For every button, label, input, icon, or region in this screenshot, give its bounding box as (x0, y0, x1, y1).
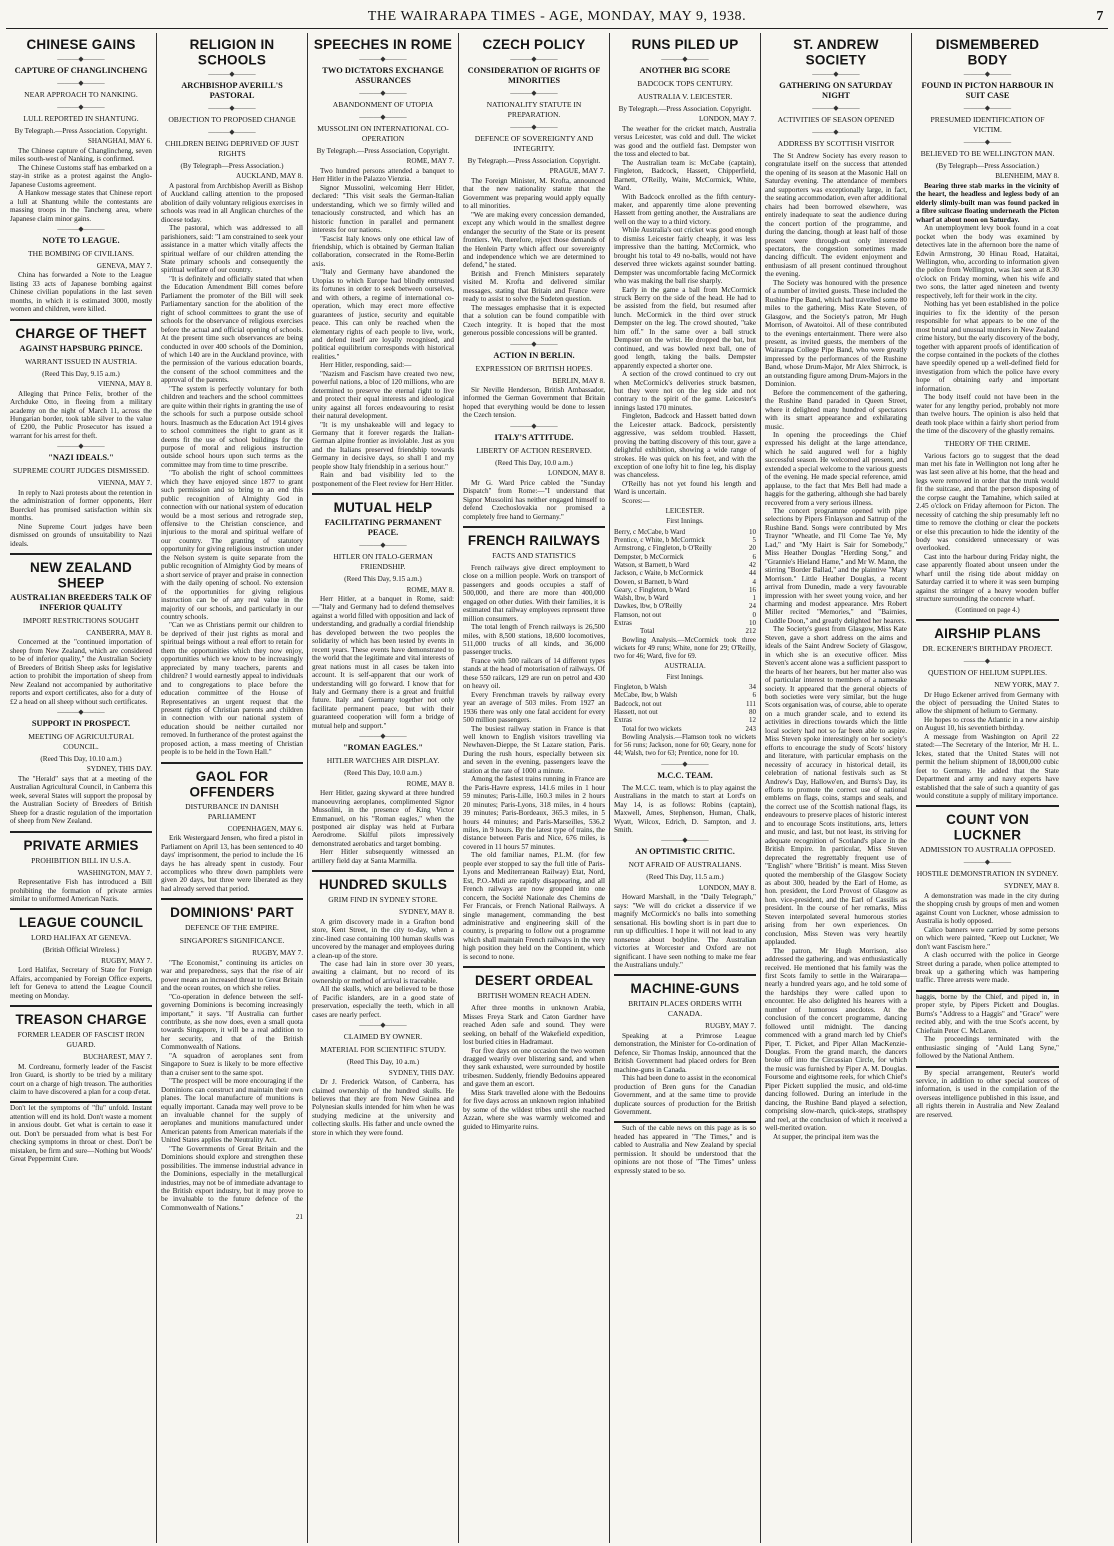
paragraph: Sir Neville Henderson, British Ambassador, informed the German Government that Britain hoped that everything would be done to lessen the Czech tension. (463, 385, 605, 420)
dateline: SYDNEY, THIS DAY. (388, 1068, 454, 1077)
advertisement: Don't let the symptoms of "flu" unfold. Instant attention will end its hold. Don't waste a moment in anxious doubt. Get what is certain to ease it out. Don't be persuaded from what is best For checking symptoms in throat or chest. Don't be mistaken, be firm and sure—Nothing but Woods' Great Peppermint Cure. (10, 1104, 152, 1164)
paragraph: haggis, borne by the Chief, and piped in, in proper style, by Pipers Pickett and Douglas. Burns's "Address to a Haggis" and "Grace" were recited ably, and with the true Scot's accent, by Chieftain Peter C. McLaren. (916, 992, 1059, 1035)
dateline: GENEVA, MAY 7. (96, 261, 152, 270)
subhead: MATERIAL FOR SCIENTIFIC STUDY. (320, 1045, 446, 1055)
headline-dominions-part: DOMINIONS' PART (170, 904, 294, 921)
dateline: SYDNEY, MAY 8. (399, 908, 454, 917)
paragraph: The Chinese capture of Changlincheng, seven miles south-west of Nanking, is confirmed. (10, 146, 152, 164)
column-7: DISMEMBERED BODY ———◆——— FOUND IN PICTON HARBOUR IN SUIT CASE ———◆——— PRESUMED IDENTIFICATION OF VICTIM. ———◆——— BELIEVED TO BE WELLINGTON MAN. (By Telegraph—Press Association.) BLENHEIM, MAY 8. Bearing three stab marks in the vicinity of the heart, the headless and legless body of an elderly slimly-built man was found packed in a fibre suitcase floating underneath the Picton wharf at about noon on Saturday. An unemployment levy book found in a coat pocket when the body was examined by detectives late in the afternoon bore the name of Edwin Armstrong, 30 Hinau Road, Hataitai, Wellington, who, according to information given the police from Wellington, was last seen at 8.30 o'clock on Friday morning, when his wife and two sons, the latter aged nineteen and twenty respectively, left for their work in the city. Nothing has yet been established in the police inquiries to fix the identity of the person responsible for what appears to be one of the most brutal and unusual murders in New Zealand crime history, but the early discovery of the body, together with apparent proofs of identification of the corpse contained in the pockets of the clothes have speedily opened up a well-defined field for investigation from which the police have every hope of obtaining early and important information. The body itself could not have been in the water for any lengthy period, probably not more than twelve hours. The opinion is also held that death took place within a fairly short period from the time of the discovery of the ghastly remains. THEORY OF THE CRIME. Various factors go to suggest that the dead man met his fate in Wellington not long after he was last seen alive at his home, that the head and legs were removed in order that the trunk would fit the suitcase, and that the person disposing of the corpse caught the Tamahine, which sailed at 2.45 o'clock on Friday afternoon for Picton. The necessity of catching the ship presumably left no time to remove the clothing or clear the pockets or else this precaution to hide the identity of the body was considered unnecessary or was overlooked. Cast into the harbour during Friday night, the case apparently floated about unseen under the wharf until the rising tide about midday on Saturday carried it to where it was seen bumping against the stringer of a heavy wooden buffer structure surrounding the concrete wharf. (Continued on page 4.) AIRSHIP PLANS DR. ECKENER'S BIRTHDAY PROJECT. ———◆——— QUESTION OF HELIUM SUPPLIES. NEW YORK, MAY 7. Dr Hugo Eckener arrived from Germany with the object of persuading the United States to allow the shipment of helium to Germany. He hopes to cross the Atlantic in a new airship on August 10, his seventieth birthday. A message from Washington on April 22 stated:—The Secretary of the Interior, Mr H. L. Ickes, stated that the United States will not permit the helium shipment of 18,000,000 cubic feet to Germany. He added that the State Department and army and navy experts have established that the sale of such a quantity of gas would constitute a supply of military importance. COUNT VON LUCKNER ADMISSION TO AUSTRALIA OPPOSED. ———◆——— HOSTILE DEMONSTRATION IN SYDNEY. SYDNEY, MAY 8. A demonstration was made in the city during the shopping crush by groups of men and women against Count von Luckner, whose admission to Australia is hotly opposed. Calico banners were carried by some persons on which were painted, "Keep out Luckner, We don't want Fascism here." A clash occurred with the police in George Street during a parade, when police attempted to break up a gathering which was hampering traffic. Three arrests were made. haggis, borne by the Chief, and piped in, in proper style, by Pipers Pickett and Douglas. Burns's "Address to a Haggis" and "Grace" were recited ably, and with the true Scot's accent, by Chieftain Peter C. McLaren. The proceedings terminated with the enthusiastic singing of "Auld Lang Syne," followed by the National Anthem. By special arrangement, Reuter's world service, in addition to other special sources of information, is used in the compilation of the overseas intelligence published in this issue, and all rights therein in Australia and New Zealand are reserved. (916, 36, 1059, 1119)
subhead: ACTION IN BERLIN. (493, 350, 575, 360)
paragraph: With Badcock enrolled as the fifth century-maker, and apparently time alone preventing Hassett from getting another, the Australians are well on the way to a third victory. (614, 192, 756, 226)
subhead: BADCOCK TOPS CENTURY. (637, 79, 733, 88)
batsman-dismissal: Watson, st Barnett, b Ward (614, 560, 689, 569)
received-line: (Reed This Day, 10.0 a.m.) (344, 769, 422, 778)
batsman-runs: 6 (752, 552, 756, 561)
masthead (6, 6, 1108, 29)
dateline: PRAGUE, MAY 7. (549, 167, 605, 176)
batsman-runs: 0 (752, 610, 756, 619)
paragraph: Howard Marshall, in the "Daily Telegraph," says: "We will do cricket a disservice if we magnify McCormick's no balls into something sensational. His bowling short is in part due to run up difficulties. I hope it will not lead to any nonsense about bodyline. The Australian victories at Worcester and Oxford are not significant. I have seen nothing to make me fear the Australians unduly." (614, 893, 756, 969)
subhead: IMPORT RESTRICTIONS SOUGHT (22, 615, 140, 625)
paragraph: In opening the proceedings the Chief expressed his delight at the large attendance, which he said augured well for a highly successful season. He welcomed all present, and extended a special welcome to the various guests of the evening. He made special reference, amid applause, to the fact that Mrs Bell had made a haggis for the gathering, although she had barely recovered from a very serious illness. (765, 430, 907, 507)
batsman-dismissal: Dowen, st Barnett, b Ward (614, 577, 689, 586)
paragraph: France with 500 railcars of 14 different types stands at the head of motorisation of railways. Of these 550 railcars, 129 are run on petrol and 430 on heavy oil. (463, 656, 605, 691)
paragraph: Mr G. Ward Price cabled the "Sunday Dispatch" from Rome:—"I understand that Signor Mussolini has neither engaged himself to defend Czechoslovakia nor promised a completely free hand to Germany." (463, 478, 605, 521)
scorecard-leicester (614, 497, 756, 758)
paragraph: Erik Westergaard Jensen, who fired a pistol in Parliament on April 13, has been sentenced to 40 days' imprisonment, the period to include the 16 days he has already spent in custody. Four accomplices who threw down pamphlets were given 20 days, but three were liberated as they had already served that period. (161, 834, 303, 893)
batsman-runs: 6 (752, 691, 756, 700)
subhead: DEFENCE OF SOVEREIGNTY AND INTEGRITY. (474, 134, 594, 153)
paragraph: "The Governments of Great Britain and the Dominions should explore and strengthen these possibilities. The immense industrial advance in the Dominions, especially in the metallurgical industries, may not be of immediate advantage to the British export industry, but it may prove to be invaluable to the future defence of the Commonwealth of Nations." (161, 1144, 303, 1212)
subhead: FORMER LEADER OF FASCIST IRON GUARD. (17, 1030, 145, 1050)
paragraph: The messages emphasise that it is expected that a solution can be found compatible with Czech integrity. It is hoped that the most generous possible concessions will be granted. (463, 303, 605, 338)
headline-private-armies: PRIVATE ARMIES (23, 837, 139, 854)
paragraph: Herr Hitler, at a banquet in Rome, said:—"Italy and Germany had to defend themselves against a world filled with opposition and lack of understanding, and gradually a cordial friendship has developed between the two peoples the solidarity of which has been tested by events in recent years. These events have demonstrated to the world that the legitimate and vital interests of great nations must in all cases be taken into account. It is self-apparent that our work of understanding will go forward. I know that for Italy and Germany there is a great and fruitful future. Italy and Germany together not only facilitate permanent peace, but with their guaranteed cooperation will form a bridge of mutual help and support." (312, 595, 454, 730)
paragraph: Alleging that Prince Felix, brother of the Archduke Otto, in fleeing from a military academy on the night of March 11, across the Hungarian border, took table silver to the value of £200, the Public Prosecutor has issued a warrant for his arrest for theft. (10, 389, 152, 440)
batsman-dismissal: Berry, c McCabe, b Ward (614, 527, 686, 536)
dateline: LONDON, MAY 7. (699, 115, 756, 124)
paragraph: A clash occurred with the police in George Street during a parade, when police attempted to break up a gathering which was hampering traffic. Three arrests were made. (916, 951, 1059, 985)
batsman-dismissal: Jackson, c Waite, b McCormick (614, 569, 704, 578)
paragraph: M. Cordreanu, formerly leader of the Fascist Iron Guard, is shortly to be tried by a military court on a charge of high treason. The authorities claim to have discovered a plan for a coup d'etat. (10, 1062, 152, 1096)
subhead: ACTIVITIES OF SEASON OPENED (777, 115, 895, 124)
dateline: SHANGHAI, MAY 6. (87, 137, 152, 146)
headline-dismembered-body: DISMEMBERED BODY (935, 36, 1040, 68)
subhead: "ROMAN EAGLES." (342, 743, 424, 753)
batting-row (614, 561, 756, 569)
paragraph: Dr J. Frederick Watson, of Canberra, has claimed ownership of the hundred skulls. He believes that they are from New Guinea and Polynesian skulls intended for him when he was studying medicine at the university and collecting skulls. His father and uncle owned the store in which they were found. (312, 1078, 454, 1137)
paragraph: All the skulls, which are believed to be those of Pacific islanders, are in a good state of preservation, especially the teeth, which in all cases are nearly perfect. (312, 985, 454, 1019)
headline-czech-policy: CZECH POLICY (482, 36, 586, 53)
paragraph: Signor Mussolini, welcoming Herr Hitler, declared: "This visit seals the German-Italian understanding, which we so firmly willed and tenaciously constructed, and which has an historic function in parallel and permanent interests for our nations. (312, 183, 454, 235)
subhead: ADMISSION TO AUSTRALIA OPPOSED. (919, 845, 1056, 855)
paragraph: "To abolish the right of school committees which they have enjoyed since 1877 to grant such permission and so bring to an end this public recognition of Almighty God in connection with our national system of education would be a most serious and retrograde step, offensive to the Christian conscience, and injurious to the moral and spiritual welfare of our country. The granting of statutory opportunity for giving religious instruction under the Nelson system is quite separate from the public recognition of Almighty God by means of a short service of prayer and praise in connection with the daily opening of school. No extension of the opportunities for giving religious instruction can be of any real value in the majority of our schools, and particularly in our country schools. (161, 469, 303, 622)
batting-row (614, 716, 756, 724)
batting-row (614, 553, 756, 561)
subhead: ADDRESS BY SCOTTISH VISITOR (777, 139, 895, 148)
dateline: WASHINGTON, MAY 7. (77, 868, 152, 877)
paragraph: British and French Ministers separately visited M. Krofta and delivered similar messages, stating that Britain and France were ready to assist to solve the Sudeten question. (463, 269, 605, 304)
scores-label: Scores:— (622, 496, 650, 505)
batsman-dismissal: Extras (614, 619, 632, 627)
subhead: MEETING OF AGRICULTURAL COUNCIL. (28, 732, 134, 752)
paragraph: The old familiar names, P.L.M. (for few people ever stopped to say the full title of Paris-Lyons and Mediterranean Railway) Etat, Nord, Est, P.O.-Midi are rapidly disappearing, and all French railways are now grouped into one concern, the Société Nationale des Chemins de Fer Francais, or French National Railways. A single management, commanding the best administrative and engineering skill of the country, is preparing to follow out a programme which shall maintain French railways in the very high position they held on the Continent, which is second to none. (463, 851, 605, 961)
paragraph: China has forwarded a Note to the League listing 33 acts of Japanese bombing against Chinese civilian populations in the last seven months, in which it is estimated 3000, mostly women and children, were killed. (10, 271, 152, 314)
subhead: ARCHBISHOP AVERILL'S PASTORAL (181, 81, 283, 100)
paragraph: Dr Hugo Eckener arrived from Germany with the object of persuading the United States to allow the shipment of helium to Germany. (916, 690, 1059, 716)
paragraph: The Society was honoured with the presence of a number of invited guests. These included the Rushine Pipe Band, which had travelled some 80 miles to the gathering, Miss Kate Steven, of Glasgow, and the Society's patron, Mr Hugh Morrison, of Awatoitoi. All of these contributed to the evenings entertainment. There were also present, as invited guests, the members of the Wairarapa College Pipe Band, who were greatly impressed by the performances of the Rushine Band, whose Drum-Major, Mr Alex Shirrock, is an outstanding figure among Drum-Majors in the Dominion. (765, 278, 907, 389)
subhead: QUESTION OF HELIUM SUPPLIES. (928, 668, 1047, 678)
dateline: LONDON, MAY 8. (548, 469, 605, 478)
batsman-dismissal: Geary, c Fingleton, b Ward (614, 585, 690, 594)
dateline: BERLIN, MAY 8. (552, 376, 605, 385)
batsman-runs: 1 (752, 594, 756, 603)
headline-new-zealand-sheep: NEW ZEALAND SHEEP (30, 559, 132, 591)
subhead: MUSSOLINI ON INTERNATIONAL CO-OPERATION (317, 124, 449, 143)
paragraph: For five days on one occasion the two women dragged wearily over blistering sand, and when they sank exhausted, were surrounded by hostile tribesmen. Suddenly, friendly Bedouins appeared and gave them an escort. (463, 1046, 605, 1089)
paragraph: A Hankow message states that Chinese report a lull at Shantung while the contestants are massing troops in the Tancheng area, where Japanese claim minor gains. (10, 189, 152, 223)
paragraph: "We are making every concession demanded, except any which would in the smallest degree endanger the security of the State or its present frontiers. We, therefore, reject those demands of the Henlein Party which affect our sovereignty and independence which we are determined to defend," he stated. (463, 210, 605, 270)
batsman-dismissal: Dempster, b McCormick (614, 552, 684, 561)
headline-desert-ordeal: DESERT ORDEAL (474, 972, 594, 989)
paragraph: Every Frenchman travels by railway every year an average of 503 miles. From 1927 an 1936 there was only one fatal accident for every 500 million passengers. (463, 690, 605, 725)
paragraph: Concerned at the "continued importation of sheep from New Zealand, which are considered to be of inferior quality," the Australian Society of Breeders of British Sheep asks for legislative action to prohibit the importation of sheep from New Zealand not accompanied by authoritative reports and export certificates, also for a duty of £2 a head on all sheep without such certificates. (10, 638, 152, 706)
subhead: NATIONALITY STATUTE IN PREPARATION. (486, 100, 582, 119)
headline-machine-guns: MACHINE-GUNS (630, 981, 740, 997)
reuters-note: By special arrangement, Reuter's world service, in addition to other special sources of information, is used in the compilation of the overseas intelligence published in this issue, and all rights therein in Australia and New Zealand are reserved. (916, 1068, 1059, 1119)
paragraph: Speaking at a Primrose League demonstration, the Minister for Co-ordination of Defence, Sir Thomas Inskip, announced that the British Government had placed orders for Bren machine-guns in Canada. (614, 1031, 756, 1074)
subhead: AUSTRALIA V. LEICESTER. (637, 92, 733, 101)
column-4: CZECH POLICY ———◆——— CONSIDERATION OF RIGHTS OF MINORITIES ———◆——— NATIONALITY STATUTE IN PREPARATION. ———◆——— DEFENCE OF SOVEREIGNTY AND INTEGRITY. By Telegraph.—Press Association. Copyright. PRAGUE, MAY 7. The Foreign Minister, M. Krofta, announced that the new nationality statute that the Government was preparing would apply equally to all minorities. "We are making every concession demanded, except any which would in the smallest degree endanger the security of the State or its present frontiers. We, therefore, reject those demands of the Henlein Party which affect our sovereignty and independence which we are determined to defend," he stated. British and French Ministers separately visited M. Krofta and delivered similar messages, stating that Britain and France were ready to assist to solve the Sudeten question. The messages emphasise that it is expected that a solution can be found compatible with Czech integrity. It is hoped that the most generous possible concessions will be granted. ———◆——— ACTION IN BERLIN. EXPRESSION OF BRITISH HOPES. BERLIN, MAY 8. Sir Neville Henderson, British Ambassador, informed the German Government that Britain hoped that everything would be done to lessen the Czech tension. ———◆——— ITALY'S ATTITUDE. LIBERTY OF ACTION RESERVED. (Reed This Day, 10.0 a.m.) LONDON, MAY 8. Mr G. Ward Price cabled the "Sunday Dispatch" from Rome:—"I understand that Signor Mussolini has neither engaged himself to defend Czechoslovakia nor promised a completely free hand to Germany." FRENCH RAILWAYS FACTS AND STATISTICS French railways give direct employment to close on a million people. Work on transport of passengers and goods occupies a staff of 500,000, and there are more than 400,000 engaged on other duties. With their families, it is estimated that railway employees represent three million consumers. The total length of French railways is 26,500 miles, with 8,500 stations, 18,600 locomotives, 511,000 trucks of all kinds, and 36,000 passenger trucks. France with 500 railcars of 14 different types stands at the head of motorisation of railways. Of these 550 railcars, 129 are run on petrol and 430 on heavy oil. Every Frenchman travels by railway every year an average of 503 miles. From 1927 an 1936 there was only one fatal accident for every 500 million passengers. The busiest railway station in France is that well known to English visitors travelling via Newhaven-Dieppe, the St Lazare station, Paris. During the rush hours, especially between six and seven in the evening, passengers leave the station at the rate of 1000 a minute. Among the fastest trains running in France are the Paris-Havre express, 141.6 miles in 1 hour 59 minutes; Paris-Lille, 160.3 miles in 2 hours 20 minutes; Paris-Lyons, 318 miles, in 4 hours 39 minutes; Paris-Bordeaux, 365.3 miles, in 5 hours 44 minutes; and Paris-Marseilles, 536.2 miles, in 9 hours. By the latest type of trains, the distance between Paris and Nice, 676 miles, is covered in 11 hours 57 minutes. The old familiar names, P.L.M. (for few people ever stopped to say the full title of Paris-Lyons and Mediterranean Railway) Etat, Nord, Est, P.O.-Midi are rapidly disappearing, and all French railways are now grouped into one concern, the Société Nationale des Chemins de Fer Francais, or French National Railways. A single management, commanding the best administrative and engineering skill of the country, is preparing to follow out a programme which shall maintain French railways in the very high position they held on the Continent, which is second to none. DESERT ORDEAL BRITISH WOMEN REACH ADEN. After three months in unknown Arabia, Misses Freya Stark and Caton Gardner have reached Aden safe and sound. They were seeking, on behalf of the Wakefield expedition, lost buried cities in Hadramaut. For five days on one occasion the two women dragged wearily over blistering sand, and when they sank exhausted, were surrounded by hostile tribesmen. Suddenly, friendly Bedouins appeared and gave them an escort. Miss Stark travelled alone with the Bedouins for five days across an unknown region inhabited by some of the wildest tribes until she reached Azzan, where she was warmly welcomed and guided to Himyarite ruins. (459, 33, 610, 1543)
columns (6, 33, 1108, 1543)
dateline: RUGBY, MAY 7. (252, 949, 303, 958)
batsman-runs: 5 (752, 536, 756, 545)
paragraph: "Fascist Italy knows only one ethical law of friendship, which is obtained by German Italian collaboration, consecrated in the Rome-Berlin axis. (312, 234, 454, 268)
paragraph: The Society's guest from Glasgow, Miss Kate Steven, gave a short address on the aims and ideals of the Saint Andrew Society of Glasgow, in which she is an executive officer. Miss Steven's accent alone was a sufficient passport to the hearts of her hearers, but her matter also was of particular interest to members of a namesake society. It appeared that the general objects of both societies were very similar, but the huge Scots organisation was, of course, able to operate on a much grander scale, and to extend its activities in directions towards which the little local society had not so far been able to aspire. Miss Steven spoke interestingly on her society's efforts to encourage the study of Scots' history and literature, with particular emphasis on the necessity of accuracy in historical detail, its celebration of national festivals such as St Andrew's Day, Hallowe'en, and Burns's Day, its efforts to promote the correct use of national emblems on flags, coins, stamps and seals, and the correct use of the Scottish national flags, its endeavours to preserve places of historic interest and to encourage Scots institutions, arts, letters and music, and last, but not least, its striving for adequate recognition of Scotland's place in the British Empire. In particular, Miss Steven deprecated the regrettably frequent use of "English" where "British" is meant. Miss Steven quoted the membership of the Glasgow Society as about 300, headed by the Earl of Home, as hon. president, the Lord Provost of Glasgow as hon. vice-president, and the Earl of Cassilis as president. In the course of her remarks, Miss Steven interpolated several humorous stories arising from her own experiences. On conclusion, Miss Steven was very heartily applauded. (765, 625, 907, 947)
subhead: AGAINST HAPSBURG PRINCE. (19, 343, 143, 353)
byline: By Telegraph.—Press Association. Copyright. (14, 127, 148, 135)
innings-title: First Innings. (666, 672, 704, 681)
subhead: FACILITATING PERMANENT PEACE. (324, 518, 442, 538)
batting-row (614, 708, 756, 716)
bowling-analysis: Bowling Analysis.—Flamson took no wickets for 56 runs; Jackson, none for 60; Geary, none for 44; Walsh, two for 63; Prentice, none for 10. (614, 732, 756, 758)
subhead: ANOTHER BIG SCORE (639, 66, 731, 75)
team-title: LEICESTER. (665, 507, 705, 516)
headline-charge-of-theft: CHARGE OF THEFT (15, 325, 147, 342)
paragraph: A message from Washington on April 22 stated:—The Secretary of the Interior, Mr H. L. Ickes, stated that the United States will not permit the helium shipment of 18,000,000 cubic feet to Germany. He added that the State Department and army and navy experts have established that the sale of such a quantity of gas would constitute a supply of military importance. (916, 732, 1059, 800)
batting-row (614, 528, 756, 536)
subhead: CHILDREN BEING DEPRIVED OF JUST RIGHTS (165, 139, 299, 158)
paragraph: At supper, the principal item was the (773, 1132, 879, 1141)
continued-note: (Continued on page 4.) (955, 605, 1020, 614)
paragraph: The weather for the cricket match, Australia versus Leicester, was cold and dull. The wicket was good and the outfield fast. Dempster won the toss and elected to bat. (614, 124, 756, 159)
headline-hundred-skulls: HUNDRED SKULLS (318, 876, 448, 893)
paragraph: The M.C.C. team, which is to play against the Australians in the match to start at Lord's on May 14, is as follows: Robins (captain), Maxwell, Ames, Stephenson, Human, Chalk, Wyatt, Wilcox, Edrich, D. Sampton, and J. Smith. (614, 783, 756, 835)
headline-airship-plans: AIRSHIP PLANS (934, 625, 1041, 642)
paragraph: Herr Hitler subsequently witnessed an artillery field day at Santa Marmilla. (312, 848, 454, 865)
total-row: Total for two wickets 243 (622, 724, 756, 733)
paragraph: Early in the game a ball from McCormick struck Berry on the side of the head. He had to be assisted from the field, but resumed after lunch. McCormick in the third over struck Dempster on the leg. The crowd shouted, "take him off." In the same over a ball struck Dempster on the wrist. He dropped the bat, but continued, and was bowled next ball, one of good length, taking the bails. Dempster apparently expected a shorter one. (614, 285, 756, 370)
paragraph: "The prospect will be more encouraging if the Dominions can construct and maintain their own planes. The local manufacture of munitions is equally important. Canada may well prove to be an invaluable channel for the supply of aeroplanes and munitions manufactured under American patents from American materials if the United States applies the Neutrality Act. (161, 1077, 303, 1145)
total-row: Total 212 (640, 627, 756, 636)
paragraph: The Chinese Customs staff has embarked on a stay-in strike as a protest against the Anglo-Japanese Customs agreement. (10, 163, 152, 189)
paragraph: Calico banners were carried by some persons on which were painted, "Keep out Luckner, We don't want Fascism here." (916, 925, 1059, 951)
dateline: VIENNA, MAY 7. (97, 479, 152, 488)
dateline: ROME, MAY 8. (406, 779, 454, 788)
masthead-title: THE WAIRARAPA TIMES - AGE, MONDAY, MAY 9, 1938. (367, 9, 747, 24)
subhead: SUPREME COURT JUDGES DISMISSED. (12, 466, 150, 476)
paragraph: While Australia's out cricket was good enough to dismiss Leicester fairly cheaply, it was less impressive than the batting. McCormick, who brought his total to 49 no-balls, would not have deserved three wickets against sounder batting. Dempster was uncomfortable facing McCormick who was making the ball rise sharply. (614, 226, 756, 286)
received-line: (By Telegraph—Press Association.) (936, 162, 1039, 170)
batting-row (614, 602, 756, 610)
subhead: PRESUMED IDENTIFICATION OF VICTIM. (930, 115, 1045, 134)
paragraph: This had been done to assist in the economical production of Bren guns for the Canadian Government, and at the same time to provide duplicate sources of production for the British Government. (614, 1074, 756, 1116)
paragraph: In reply to Nazi protests about the retention in the administration of former opponents, Herr Buerckel has promised satisfaction within six months. (10, 488, 152, 523)
received-line: (By Telegraph—Press Association.) (180, 162, 284, 170)
paragraph: "It is my unshakeable will and legacy to Germany that it forever regards the Italian-German alpine frontier as inviolable. Just as you and the Italians preserved friendship towards Germany in decisive days, so shall I and my people show Italy friendship in a serious hour." (312, 420, 454, 471)
batting-row (614, 611, 756, 619)
headline-french-railways: FRENCH RAILWAYS (467, 532, 601, 549)
batting-row (614, 578, 756, 586)
batsman-dismissal: Hassett, not out (614, 707, 658, 716)
dateline: NEW YORK, MAY 7. (994, 681, 1059, 690)
subhead: CLAIMED BY OWNER. (343, 1032, 423, 1042)
paragraph: Nothing has yet been established in the police inquiries to fix the identity of the person responsible for what appears to be one of the most brutal and unusual murders in New Zealand crime history, but the early discovery of the body, together with apparent proofs of identification of the corpse contained in the pockets of the clothes have speedily opened up a well-defined field for investigation from which the police have every hope of obtaining early and important information. (916, 300, 1059, 393)
paragraph: The proceedings terminated with the enthusiastic singing of "Auld Lang Syne," followed by the National Anthem. (916, 1035, 1059, 1061)
received-line: (Reed This Day, 10 a.m.) (346, 1058, 420, 1067)
batsman-dismissal: Fingleton, b Walsh (614, 683, 667, 692)
batting-row (614, 691, 756, 699)
paragraph: Herr Hitler, responding, said:— (320, 361, 412, 370)
subhead: ABANDONMENT OF UTOPIA (332, 100, 434, 109)
dateline: SYDNEY, MAY 8. (1004, 882, 1059, 891)
subhead: CONSIDERATION OF RIGHTS OF MINORITIES (467, 66, 601, 85)
subhead: ITALY'S ATTITUDE. (494, 432, 574, 442)
paragraph: The body itself could not have been in the water for any lengthy period, probably not more than twelve hours. The opinion is also held that death took place within a fairly short period from the time of the discovery of the ghastly remains. (916, 393, 1059, 436)
headline-st-andrew-society: ST. ANDREW SOCIETY (793, 36, 879, 68)
subhead: BRITISH WOMEN REACH ADEN. (477, 991, 591, 1001)
subhead: PROHIBITION BILL IN U.S.A. (31, 855, 131, 865)
dateline: RUGBY, MAY 7. (101, 956, 152, 965)
batsman-runs: 20 (749, 544, 756, 553)
paragraph: A section of the crowd continued to cry out when McCormick's deliveries struck batsmen, but they were not on the leg side and not contrary to the spirit of the game. Leicester's innings lasted 170 minutes. (614, 370, 756, 412)
paragraph: Two hundred persons attended a banquet to Herr Hitler in the Palazzo Vienzia. (312, 166, 454, 184)
paragraph: The "Herald" says that at a meeting of the Australian Agricultural Council, in Canberra this week, several States will support the proposal by the Australian Society of Breeders of British Sheep for a drastic regulation of the importation of sheep from New Zealand. (10, 774, 152, 826)
paragraph: "The Economist," continuing its articles on war and preparedness, says that the rise of air power means an increased threat to Great Britain and the ocean routes, on which she relies. (161, 958, 303, 993)
paragraph: After three months in unknown Arabia, Misses Freya Stark and Caton Gardner have reached Aden safe and sound. They were seeking, on behalf of the Wakefield expedition, lost buried cities in Hadramaut. (463, 1004, 605, 1047)
paragraph: He hopes to cross the Atlantic in a new airship on August 10, his seventieth birthday. (916, 715, 1059, 733)
batsman-dismissal: Dawkes, lbw, b O'Reilly (614, 602, 683, 611)
paragraph: "A squadron of aeroplanes sent from Singapore to Suez is likely to be more effective than a cruiser sent to the same spot. (161, 1051, 303, 1077)
subhead: LORD HALIFAX AT GENEVA. (31, 933, 131, 943)
paragraph: "Nazism and Fascism have created two new, powerful nations, a bloc of 120 millions, who are determined to preserve the eternal right to live and protect their equal interests and ideological unity against all forces endeavouring to resist their natural development. (312, 369, 454, 421)
subhead: TWO DICTATORS EXCHANGE ASSURANCES (322, 66, 444, 85)
subhead: M.C.C. TEAM. (657, 770, 713, 780)
paragraph: "Co-operation in defence between the self-governing Dominions is becoming increasingly important," it says. "If Australia can further contribute, as she now does, even a small quota towards Singapore, it will be a real addition to her security, and that of the British Commonwealth of Nations. (161, 992, 303, 1052)
dateline: BLENHEIM, MAY 8. (995, 172, 1059, 181)
column-3: SPEECHES IN ROME ———◆——— TWO DICTATORS EXCHANGE ASSURANCES ———◆——— ABANDONMENT OF UTOPIA ———◆——— MUSSOLINI ON INTERNATIONAL CO-OPERATION By Telegraph.—Press Association, Copyright. ROME, MAY 7. Two hundred persons attended a banquet to Herr Hitler in the Palazzo Vienzia. Signor Mussolini, welcoming Herr Hitler, declared: "This visit seals the German-Italian understanding, which we so firmly willed and tenaciously constructed, and which has an historic function in parallel and permanent interests for our nations. "Fascist Italy knows only one ethical law of friendship, which is obtained by German Italian collaboration, consecrated in the Rome-Berlin axis. "Italy and Germany have abandoned the Utopias to which Europe had blindly entrusted its fortunes in order to seek between ourselves, and with others, a regime of international co-operation, which may erect more effective guarantees of justice, security and equitable peace. This can only be reached when the elementary rights of each people to live, work, and defend itself are loyally recognised, and political equilibrium corresponds with historical realities." Herr Hitler, responding, said:— "Nazism and Fascism have created two new, powerful nations, a bloc of 120 millions, who are determined to preserve the eternal right to live and protect their equal interests and ideological unity against all forces endeavouring to resist their natural development. "It is my unshakeable will and legacy to Germany that it forever regards the Italian-German alpine frontier as inviolable. Just as you and the Italians preserved friendship towards Germany in decisive days, so shall I and my people show Italy friendship in a serious hour." Rain and bad visibility led to the postponement of the Fleet review for Herr Hitler. MUTUAL HELP FACILITATING PERMANENT PEACE. ———◆——— HITLER ON ITALO-GERMAN FRIENDSHIP. (Reed This Day, 9.15 a.m.) ROME, MAY 8. Herr Hitler, at a banquet in Rome, said:—"Italy and Germany had to defend themselves against a world filled with opposition and lack of understanding, and gradually a cordial friendship has developed between the two peoples the solidarity of which has been tested by events in recent years. These events have demonstrated to the world that the legitimate and vital interests of great nations must in all cases be taken into account. It is self-apparent that our work of understanding will go forward. I know that for Italy and Germany there is a great and fruitful future. Italy and Germany together not only facilitate permanent peace, but with their guaranteed cooperation will form a bridge of mutual help and support." ———◆——— "ROMAN EAGLES." HITLER WATCHES AIR DISPLAY. (Reed This Day, 10.0 a.m.) ROME, MAY 8. Herr Hitler, gazing skyward at three hundred manoeuvring aeroplanes, complimented Signor Mussolini, in the presence of King Victor Emmanuel, on his "Roman eagles," when the postponed air display was held at Furbara Aerodrome. Skilful pilots impressively demonstrated aerobatics and target bombing. Herr Hitler subsequently witnessed an artillery field day at Santa Marmilla. HUNDRED SKULLS GRIM FIND IN SYDNEY STORE. SYDNEY, MAY 8. A grim discovery made in a Grafton bond store, Kent Street, in the city to-day, when a zinc-lined case containing 100 human skulls was uncovered by the manager and employees during a clean-up of the store. The case had lain in store over 30 years, awaiting a claimant, but no record of its ownership or method of arrival is traceable. All the skulls, which are believed to be those of Pacific islanders, are in a good state of preservation, especially the teeth, which in all cases are nearly perfect. ———◆——— CLAIMED BY OWNER. MATERIAL FOR SCIENTIFIC STUDY. (Reed This Day, 10 a.m.) SYDNEY, THIS DAY. Dr J. Frederick Watson, of Canberra, has claimed ownership of the hundred skulls. He believes that they are from New Guinea and Polynesian skulls intended for him when he was studying medicine at the university and collecting skulls. His father and uncle owned the store in which they were found. (308, 33, 459, 1543)
batting-row (614, 683, 756, 691)
subhead: HITLER WATCHES AIR DISPLAY. (326, 756, 440, 766)
paragraph: Nine Supreme Court judges have been dismissed on grounds of unsuitability to Nazi ideals. (10, 522, 152, 548)
column-1: CHINESE GAINS ———◆——— CAPTURE OF CHANGLINCHENG ———◆——— NEAR APPROACH TO NANKING. ———◆——— LULL REPORTED IN SHANTUNG. By Telegraph.—Press Association. Copyright. SHANGHAI, MAY 6. The Chinese capture of Changlincheng, seven miles south-west of Nanking, is confirmed. The Chinese Customs staff has embarked on a stay-in strike as a protest against the Anglo-Japanese Customs agreement. A Hankow message states that Chinese report a lull at Shantung while the contestants are massing troops in the Tancheng area, where Japanese claim minor gains. ———◆——— NOTE TO LEAGUE. THE BOMBING OF CIVILIANS. GENEVA, MAY 7. China has forwarded a Note to the League listing 33 acts of Japanese bombing against Chinese civilian populations in the last seven months, in which it is estimated 3000, mostly women and children, were killed. CHARGE OF THEFT AGAINST HAPSBURG PRINCE. WARRANT ISSUED IN AUSTRIA. (Reed This Day, 9.15 a.m.) VIENNA, MAY 8. Alleging that Prince Felix, brother of the Archduke Otto, in fleeing from a military academy on the night of March 11, across the Hungarian border, took table silver to the value of £200, the Public Prosecutor has issued a warrant for his arrest for theft. ———◆——— "NAZI IDEALS." SUPREME COURT JUDGES DISMISSED. VIENNA, MAY 7. In reply to Nazi protests about the retention in the administration of former opponents, Herr Buerckel has promised satisfaction within six months. Nine Supreme Court judges have been dismissed on grounds of unsuitability to Nazi ideals. NEW ZEALAND SHEEP AUSTRALIAN BREEDERS TALK OF INFERIOR QUALITY IMPORT RESTRICTIONS SOUGHT CANBERRA, MAY 8. Concerned at the "continued importation of sheep from New Zealand, which are considered to be of inferior quality," the Australian Society of Breeders of British Sheep asks for legislative action to prohibit the importation of sheep from New Zealand not accompanied by authoritative reports and export certificates, also for a duty of £2 a head on all sheep without such certificates. ———◆——— SUPPORT IN PROSPECT. MEETING OF AGRICULTURAL COUNCIL. (Reed This Day, 10.10 a.m.) SYDNEY, THIS DAY. The "Herald" says that at a meeting of the Australian Agricultural Council, in Canberra this week, several States will support the proposal by the Australian Society of Breeders of British Sheep for a drastic regulation of the importation of sheep from New Zealand. PRIVATE ARMIES PROHIBITION BILL IN U.S.A. WASHINGTON, MAY 7. Representative Fish has introduced a Bill prohibiting the formation of private armies similar to uniformed American Nazis. LEAGUE COUNCIL LORD HALIFAX AT GENEVA. (British Official Wireless.) RUGBY, MAY 7. Lord Halifax, Secretary of State for Foreign Affairs, accompanied by Foreign Office experts, left for Geneva to attend the League Council meeting on Monday. TREASON CHARGE FORMER LEADER OF FASCIST IRON GUARD. BUCHAREST, MAY 7. M. Cordreanu, formerly leader of the Fascist Iron Guard, is shortly to be tried by a military court on a charge of high treason. The authorities claim to have discovered a plan for a coup d'etat. Don't let the symptoms of "flu" unfold. Instant attention will end its hold. Don't waste a moment in anxious doubt. Get what is certain to ease it out. Don't be persuaded from what is best For checking symptoms in throat or chest. Don't be mistaken, be firm and sure—Nothing but Woods' Great Peppermint Cure. (6, 33, 157, 1543)
received-line: (Reed This Day, 10.10 a.m.) (40, 755, 122, 764)
batting-row (614, 569, 756, 577)
paragraph: Rain and bad visibility led to the postponement of the Fleet review for Herr Hitler. (312, 471, 454, 488)
batsman-runs: 42 (749, 560, 756, 569)
headline-treason-charge: TREASON CHARGE (15, 1011, 147, 1028)
subhead: CAPTURE OF CHANGLINCHENG (14, 66, 148, 75)
received-line: (Reed This Day, 10.0 a.m.) (495, 458, 573, 467)
bowling-analysis: Bowling Analysis.—McCormick took three wickets for 49 runs; White, none for 29; O'Reilly, two for 46; Ward, five for 69. (614, 635, 756, 661)
headline-religion-in-schools: RELIGION IN SCHOOLS (189, 36, 275, 68)
paragraph: A pastoral from Archbishop Averill as Bishop of Auckland calling attention to the proposed abolition of daily voluntary religious exercises in schools was read in all Anglican churches of the diocese today. (161, 181, 303, 224)
headline-mutual-help: MUTUAL HELP (333, 499, 433, 516)
paragraph: "Italy and Germany have abandoned the Utopias to which Europe had blindly entrusted its fortunes in order to seek between ourselves, and with others, a regime of international co-operation, which may erect more effective guarantees of justice, security and equitable peace. This can only be reached when the elementary rights of each people to live, work, and defend itself are loyally recognised, and political equilibrium corresponds with historical realities." (312, 268, 454, 361)
innings-title: First Innings. (666, 517, 704, 526)
batting-row (614, 619, 756, 627)
headline-runs-piled-up: RUNS PILED UP (631, 36, 739, 53)
received-line: (Reed This Day, 9.15 a.m.) (42, 369, 120, 378)
paragraph: The Foreign Minister, M. Krofta, announced that the new nationality statute that the Government was preparing would apply equally to all minorities. (463, 176, 605, 211)
dateline: AUCKLAND, MAY 8. (236, 172, 303, 181)
subhead: BRITAIN PLACES ORDERS WITH CANADA. (628, 999, 742, 1019)
dateline: COPENHAGEN, MAY 6. (227, 824, 303, 833)
received-line: By Telegraph.—Press Association. Copyright. (467, 157, 601, 165)
received-line: By Telegraph.—Press Association. Copyright. (618, 105, 752, 113)
dateline: ROME, MAY 7. (406, 157, 454, 166)
subhead: HITLER ON ITALO-GERMAN FRIENDSHIP. (333, 552, 433, 572)
paragraph: Representative Fish has introduced a Bill prohibiting the formation of private armies similar to uniformed American Nazis. (10, 878, 152, 904)
paragraph: The concert programme opened with pipe selections by Pipers Finlayson and Sattrup of the Rushine Band. Songs were contributed by Mrs Traynor "Wheatle, and I'll Come Tae Ye, My Lad," and "My Hairt is Sair for Somebody," Miss Heather Douglas "Herding Song," and "Grannie's Hieland Hame," and Mr W. Mann, the stirring "Border Ballad," and the plaintive "Mary Morrison." Little Heather Douglas, a recent arrival from Dunedin, made a very favourable impression with her sweet young voice, and her charming and modest appearance. Mrs Robert Miller recited "Memories," and "Bairnies, Cuddle Doon," and greatly delighted her hearers. (765, 507, 907, 625)
paragraph: A demonstration was made in the city during the shopping crush by groups of men and women against Count von Luckner, whose admission to Australia is hotly opposed. (916, 891, 1059, 926)
ornament: ———◆——— (57, 55, 105, 63)
team-title: AUSTRALIA. (664, 662, 706, 671)
paragraph: Miss Stark travelled alone with the Bedouins for five days across an unknown region inhabited by some of the wildest tribes until she reached Azzan, where she was warmly welcomed and guided to Himyarite ruins. (463, 1088, 605, 1131)
page-number: 7 (1096, 9, 1104, 24)
paragraph: Bearing three stab marks in the vicinity of the heart, the headless and legless body of an elderly slimly-built man was found packed in a fibre suitcase floating underneath the Picton wharf at about noon on Saturday. (916, 181, 1059, 224)
subhead: OBJECTION TO PROPOSED CHANGE (168, 115, 296, 124)
subhead: GRIM FIND IN SYDNEY STORE. (328, 895, 438, 905)
subhead: THE BOMBING OF CIVILIANS. (28, 248, 134, 258)
subhead: AUSTRALIAN BREEDERS TALK OF INFERIOR QUALITY (10, 592, 152, 612)
received-line: (British Official Wireless.) (42, 946, 120, 955)
paragraph: The pastoral, which was addressed to all parishioners, said: "I am constrained to seek your assistance in a matter which vitally affects the spiritual welfare of our children attending the State primary schools and consequently the spiritual welfare of our country. (161, 224, 303, 275)
batsman-runs: 34 (749, 683, 756, 692)
subhead: NEAR APPROACH TO NANKING. (24, 90, 138, 99)
batsman-runs: 10 (749, 527, 756, 536)
batting-row (614, 586, 756, 594)
subhead: FACTS AND STATISTICS (492, 550, 576, 560)
batting-rows (614, 528, 756, 628)
subhead: "NAZI IDEALS." (48, 453, 114, 463)
subhead: LULL REPORTED IN SHANTUNG. (23, 114, 139, 123)
batsman-runs: 16 (749, 585, 756, 594)
headline-chinese-gains: CHINESE GAINS (26, 36, 136, 53)
subhead: SUPPORT IN PROSPECT. (31, 719, 131, 729)
dateline: SYDNEY, THIS DAY. (86, 765, 152, 774)
received-line: By Telegraph.—Press Association, Copyright. (316, 147, 450, 155)
batsman-dismissal: McCabe, lbw, b Walsh (614, 691, 678, 700)
column-2: RELIGION IN SCHOOLS ———◆——— ARCHBISHOP AVERILL'S PASTORAL ———◆——— OBJECTION TO PROPOSED CHANGE ———◆——— CHILDREN BEING DEPRIVED OF JUST RIGHTS (By Telegraph—Press Association.) AUCKLAND, MAY 8. A pastoral from Archbishop Averill as Bishop of Auckland calling attention to the proposed abolition of daily voluntary religious exercises in schools was read in all Anglican churches of the diocese today. The pastoral, which was addressed to all parishioners, said: "I am constrained to seek your assistance in a matter which vitally affects the spiritual welfare of our children attending the State primary schools and consequently the spiritual welfare of our country. "It is definitely and officially stated that when the Education Amendment Bill comes before Parliament the promoter of the Bill will seek Parliamentary sanction for the abolition of the right of school committees to grant the use of schools for the observance of religious exercises before the actual and official opening of schools. At the present time such observances are being conducted in over 400 schools of the Dominion, of which 140 are in the Auckland province, with the permission of the various education boards, the consent of the school committees and the approval of the parents. "The system is perfectly voluntary for both children and teachers and the school committees are quite within their rights in granting the use of the schools for such a purpose outside school hours. Inasmuch as the Education Act 1914 gives to school committees the right to grant as it deems fit the use of school buildings for the purpose of moral and religious instruction outside school hours upon such terms as the committee may from time to time prescribe. "To abolish the right of school committees which they have enjoyed since 1877 to grant such permission and so bring to an end this public recognition of Almighty God in connection with our national system of education would be a most serious and retrograde step, offensive to the Christian conscience, and injurious to the moral and spiritual welfare of our country. The granting of statutory opportunity for giving religious instruction under the Nelson system is quite separate from the public recognition of Almighty God by means of a short service of prayer and praise in connection with the daily opening of school. No extension of the opportunities for giving religious instruction can be of any real value in the majority of our schools, and particularly in our country schools. "Can we as Christians permit our children to be deprived of their just rights as moral and spiritual beings without a real effort to retain for them the opportunities which they now enjoy, opportunities which we know to be increasingly appreciated by many teachers, parents and children? I would earnestly appeal to individuals and to congregations to place before the education committee of the House of Representatives an urgent request that the present rights of Christian parents and children in connection with our national system of education should be neither curtailed nor removed. In furtherance of the protest against the proposed action, a mass meeting of Christian people is to be held in the Town Hall." GAOL FOR OFFENDERS DISTURBANCE IN DANISH PARLIAMENT COPENHAGEN, MAY 6. Erik Westergaard Jensen, who fired a pistol in Parliament on April 13, has been sentenced to 40 days' imprisonment, the period to include the 16 days he has already spent in custody. Four accomplices who threw down pamphlets were given 20 days, but three were liberated as they had already served that period. DOMINIONS' PART DEFENCE OF THE EMPIRE. SINGAPORE'S SIGNIFICANCE. RUGBY, MAY 7. "The Economist," continuing its articles on war and preparedness, says that the rise of air power means an increased threat to Great Britain and the ocean routes, on which she relies. "Co-operation in defence between the self-governing Dominions is becoming increasingly important," it says. "If Australia can further contribute, as she now does, even a small quota towards Singapore, it will be a real addition to her security, and that of the British Commonwealth of Nations. "A squadron of aeroplanes sent from Singapore to Suez is likely to be more effective than a cruiser sent to the same spot. "The prospect will be more encouraging if the Dominions can construct and maintain their own planes. The local manufacture of munitions is equally important. Canada may well prove to be an invaluable channel for the supply of aeroplanes and munitions manufactured under American patents from American materials if the United States applies the Neutrality Act. "The Governments of Great Britain and the Dominions should explore and strengthen these possibilities. The immense industrial advance in the Dominions, especially in the metallurgical industries, may not be of immediate advantage to the British export industry, but it may prove to be invaluable to the future defence of the Commonwealth of Nations." 21 (157, 33, 308, 1543)
paragraph: Among the fastest trains running in France are the Paris-Havre express, 141.6 miles in 1 hour 59 minutes; Paris-Lille, 160.3 miles in 2 hours 20 minutes; Paris-Lyons, 318 miles, in 4 hours 39 minutes; Paris-Bordeaux, 365.3 miles, in 5 hours 44 minutes; and Paris-Marseilles, 536.2 miles, in 9 hours. By the latest type of trains, the distance between Paris and Nice, 676 miles, is covered in 11 hours 57 minutes. (463, 775, 605, 851)
headline-gaol-for-offenders: GAOL FOR OFFENDERS (189, 767, 275, 800)
batsman-dismissal: Badcock, not out (614, 699, 662, 708)
paragraph: Herr Hitler, gazing skyward at three hundred manoeuvring aeroplanes, complimented Signor Mussolini, in the presence of King Victor Emmanuel, on his "Roman eagles," when the postponed air display was held at Furbara Aerodrome. Skilful pilots impressively demonstrated aerobatics and target bombing. (312, 789, 454, 848)
batsman-runs: 4 (752, 577, 756, 586)
paragraph: A grim discovery made in a Grafton bond store, Kent Street, in the city to-day, when a zinc-lined case containing 100 human skulls was uncovered by the manager and employees during a clean-up of the store. (312, 917, 454, 960)
batsman-dismissal: Walsh, lbw, b Ward (614, 594, 669, 603)
paragraph: French railways give direct employment to close on a million people. Work on transport of passengers and goods occupies a staff of 500,000, and there are more than 400,000 engaged on other duties. With their families, it is estimated that railway employees represent three million consumers. (463, 563, 605, 623)
headline-speeches-in-rome: SPEECHES IN ROME (313, 36, 453, 53)
paragraph: Fingleton, Badcock and Hassett batted down the Leicester attack. Badcock, persistently aggressive, was seldom troubled. Hassett, proving the batting discovery of this tour, gave a delightful exhibition, showing a wide range of strokes. He was quick on his feet, and with the exception of one lofty hit to fine leg, his display was chanceless. (614, 412, 756, 480)
paragraph: The St Andrew Society has every reason to congratulate itself on the success that attended the opening of its season at the Masonic Hall on Saturday evening. The attendance of members and supporters was exceptionally large, in fact, the seating accommodation, even after additional chairs had been borrowed elsewhere, was entirely inadequate to seat the audience during the concert portion of the programme, and during the dancing, though at least half of those present were through-out only interested spectators, the congestion sometimes made dancing difficult. The evident enjoyment and enthusiasm of all present continued throughout the evening. (765, 152, 907, 279)
subhead: BELIEVED TO BE WELLINGTON MAN. (920, 149, 1055, 158)
batsman-runs: 24 (749, 602, 756, 611)
batsman-runs: 44 (749, 569, 756, 578)
subhead: THEORY OF THE CRIME. (944, 438, 1031, 448)
batsman-runs: 111 (746, 699, 756, 708)
subhead: HOSTILE DEMONSTRATION IN SYDNEY. (916, 869, 1059, 879)
paragraph: "Can we as Christians permit our children to be deprived of their just rights as moral and spiritual beings without a real effort to retain for them the opportunities which they now enjoy, opportunities which we know to be increasingly appreciated by many teachers, parents and children? I would earnestly appeal to individuals and to congregations to place before the education committee of the House of Representatives an urgent request that the present rights of Christian parents and children in connection with our national system of education should be neither curtailed nor removed. In furtherance of the protest against the proposed action, a mass meeting of Christian people is to be held in the Town Hall." (161, 621, 303, 757)
cable-note: Such of the cable news on this page as is so headed has appeared in "The Times," and is cabled to Australia and New Zealand by special permission. It should be understood that the opinions are not those of "The Times" unless expressly stated to be so. (614, 1124, 756, 1175)
paragraph: The busiest railway station in France is that well known to English visitors travelling via Newhaven-Dieppe, the St Lazare station, Paris. During the rush hours, especially between six and seven in the evening, passengers leave the station at the rate of 1000 a minute. (463, 724, 605, 775)
subhead: EXPRESSION OF BRITISH HOPES. (475, 363, 593, 373)
subhead: SINGAPORE'S SIGNIFICANCE. (179, 936, 285, 946)
batsman-runs: 10 (749, 619, 756, 627)
batting-row (614, 700, 756, 708)
paragraph: The case had lain in store over 30 years, awaiting a claimant, but no record of its ownership or method of arrival is traceable. (312, 959, 454, 985)
paragraph: "The system is perfectly voluntary for both children and teachers and the school committees are quite within their rights in granting the use of the schools for such a purpose outside school hours. Inasmuch as the Education Act 1914 gives to school committees the right to grant as it deems fit the use of school buildings for the purpose of moral and religious instruction outside school hours upon such terms as the committee may from time to time prescribe. (161, 384, 303, 469)
dateline: VIENNA, MAY 8. (97, 380, 152, 389)
dateline: BUCHAREST, MAY 7. (83, 1053, 152, 1062)
paragraph: Various factors go to suggest that the dead man met his fate in Wellington not long after he was last seen alive at his home, that the head and legs were removed in order that the trunk would fit the suitcase, and that the person disposing of the corpse caught the Tamahine, which sailed at 2.45 o'clock on Friday afternoon for Picton. The necessity of catching the ship presumably left no time to remove the clothing or clear the pockets or else this precaution to hide the identity of the body was considered unnecessary or was overlooked. (916, 451, 1059, 553)
subhead: DEFENCE OF THE EMPIRE. (185, 923, 279, 933)
subhead: DISTURBANCE IN DANISH PARLIAMENT (185, 801, 279, 821)
batting-row (614, 536, 756, 544)
subhead: NOT AFRAID OF AUSTRALIANS. (628, 860, 742, 870)
subhead: GATHERING ON SATURDAY NIGHT (779, 81, 893, 100)
paragraph: Lord Halifax, Secretary of State for Foreign Affairs, accompanied by Foreign Office experts, left for Geneva to attend the League Council meeting on Monday. (10, 966, 152, 1000)
headline-count-von-luckner: COUNT VON LUCKNER (946, 811, 1029, 844)
batsman-runs: 80 (749, 707, 756, 716)
batsman-dismissal: Prentice, c White, b McCormick (614, 536, 705, 545)
column-5: RUNS PILED UP ———◆——— ANOTHER BIG SCORE BADCOCK TOPS CENTURY. AUSTRALIA V. LEICESTER. By Telegraph.—Press Association. Copyright. LONDON, MAY 7. The weather for the cricket match, Australia versus Leicester, was cold and dull. The wicket was good and the outfield fast. Dempster won the toss and elected to bat. The Australian team is: McCabe (captain), Fingleton, Badcock, Hassett, Chipperfield, Barnett, O'Reilly, Waite, McCormick, White, Ward. With Badcock enrolled as the fifth century-maker, and apparently time alone preventing Hassett from getting another, the Australians are well on the way to a third victory. While Australia's out cricket was good enough to dismiss Leicester fairly cheaply, it was less impressive than the batting. McCormick, who brought his total to 49 no-balls, would not have deserved three wickets against sounder batting. Dempster was uncomfortable facing McCormick who was making the ball rise sharply. Early in the game a ball from McCormick struck Berry on the side of the head. He had to be assisted from the field, but resumed after lunch. McCormick in the third over struck Dempster on the leg. The crowd shouted, "take him off." In the same over a ball struck Dempster on the wrist. He dropped the bat, but continued, and was bowled next ball, one of good length, taking the bails. Dempster apparently expected a shorter one. A section of the crowd continued to cry out when McCormick's deliveries struck batsmen, but they were not on the leg side and not contrary to the spirit of the game. Leicester's innings lasted 170 minutes. Fingleton, Badcock and Hassett batted down the Leicester attack. Badcock, persistently aggressive, was seldom troubled. Hassett, proving the batting discovery of this tour, gave a delightful exhibition, showing a wide range of strokes. He was quick on his feet, and with the exception of one lofty hit to fine leg, his display was chanceless. O'Reilly has not yet found his length and Ward is uncertain. Scores:— LEICESTER. First Innings. Berry, c McCabe, b Ward 10 Prentice, c White, b McCormick 5 Armstrong, c Fingleton, b O'Reilly 20 Dempster, b McCormick 6 Watson, st Barnett, b Ward 42 Jackson, c Waite, b McCormick 44 Dowen, st Barnett, b Ward 4 Geary, c Fingleton, b Ward 16 Walsh, lbw, b Ward 1 Dawkes, lbw, b O'Reilly 24 Flamson, not out 0 Extras 10 Total 212 Bowling Analysis.—McCormick took three wickets for 49 runs; White, none for 29; O'Reilly, two for 46; Ward, five for 69. AUSTRALIA. First Innings. Fingleton, b Walsh 34 McCabe, lbw, b Walsh 6 Badcock, not out 111 Hassett, not out 80 Extras 12 Total for two wickets 243 Bowling Analysis.—Flamson took no wickets for 56 runs; Jackson, none for 60; Geary, none for 44; Walsh, two for 63; Prentice, none for 10. ———◆——— M.C.C. TEAM. The M.C.C. team, which is to play against the Australians in the match to start at Lord's on May 14, is as follows: Robins (captain), Maxwell, Ames, Stephenson, Human, Chalk, Wyatt, Wilcox, Edrich, D. Sampton, and J. Smith. ———◆——— AN OPTIMISTIC CRITIC. NOT AFRAID OF AUSTRALIANS. (Reed This Day, 11.5 a.m.) LONDON, MAY 8. Howard Marshall, in the "Daily Telegraph," says: "We will do cricket a disservice if we magnify McCormick's no balls into something sensational. His bowling short is in part due to run up difficulties. I hope it will not lead to any nonsense about bodyline. The Australian victories at Worcester and Oxford are not significant. I have seen nothing to make me fear the Australians unduly." MACHINE-GUNS BRITAIN PLACES ORDERS WITH CANADA. RUGBY, MAY 7. Speaking at a Primrose League demonstration, the Minister for Co-ordination of Defence, Sir Thomas Inskip, announced that the British Government had placed orders for Bren machine-guns in Canada. This had been done to assist in the economical production of Bren guns for the Canadian Government, and at the same time to provide duplicate sources of production for the British Government. Such of the cable news on this page as is so headed has appeared in "The Times," and is cabled to Australia and New Zealand by special permission. It should be understood that the opinions are not those of "The Times" unless expressly stated to be so. (610, 33, 761, 1543)
paragraph: Before the commencement of the gathering, the Rushine Band paraded in Queen Street, where it delighted many hundred of spectators with its smart appearance and exhilarating music. (765, 388, 907, 431)
paragraph: Cast into the harbour during Friday night, the case apparently floated about unseen under the wharf until the rising tide about midday on Saturday carried it to where it was seen bumping against the stringer of a heavy wooden buffer structure surrounding the concrete wharf. (916, 552, 1059, 604)
subhead: LIBERTY OF ACTION RESERVED. (476, 445, 592, 455)
batting-row (614, 594, 756, 602)
subhead: DR. ECKENER'S BIRTHDAY PROJECT. (922, 644, 1053, 654)
received-line: (Reed This Day, 11.5 a.m.) (646, 873, 724, 882)
dateline: LONDON, MAY 8. (699, 883, 756, 892)
footer-number: 21 (295, 1213, 303, 1222)
batsman-dismissal: Flamson, not out (614, 610, 662, 619)
subhead: NOTE TO LEAGUE. (42, 235, 120, 245)
paragraph: O'Reilly has not yet found his length and Ward is uncertain. (614, 479, 756, 497)
dateline: RUGBY, MAY 7. (705, 1022, 756, 1031)
batting-row (614, 544, 756, 552)
batsman-runs: 12 (749, 716, 756, 725)
received-line: (Reed This Day, 9.15 a.m.) (344, 575, 422, 584)
paragraph: The patron, Mr Hugh Morrison, also addressed the gathering, and was enthusiastically received. He mentioned that his family was the first Scots family to settle in the Wairarapa—nearly a hundred years ago, and he told some of the hardships they were called upon to encounter. He also delighted his hearers with a number of humorous anecdotes. At the conclusion of the concert programme, dancing followed until midnight. The dancing commenced with a grand march led by Chief's Piper, T. Picket, and Piper Allan MacKenzie-Douglas. From the grand march, the dancers broke off into the Circassian Circle, for which the music was furnished by Piper A. M. Douglas. Foursome and eightsome reels, for which Chief's Piper Pickett supplied the music, and old-time dancing followed. During an interlude in the dancing, the Rushine Band played a selection, comprising slow-march, quick-steps, strathspey and reel, at the conclusion of which it received a well-merited ovation. (765, 946, 907, 1133)
paragraph: The total length of French railways is 26,500 miles, with 8,500 stations, 18,600 locomotives, 511,000 trucks of all kinds, and 36,000 passenger trucks. (463, 623, 605, 657)
paragraph: The Australian team is: McCabe (captain), Fingleton, Badcock, Hassett, Chipperfield, Barnett, O'Reilly, Waite, McCormick, White, Ward. (614, 158, 756, 193)
column-6: ST. ANDREW SOCIETY ———◆——— GATHERING ON SATURDAY NIGHT ———◆——— ACTIVITIES OF SEASON OPENED ———◆——— ADDRESS BY SCOTTISH VISITOR The St Andrew Society has every reason to congratulate itself on the success that attended the opening of its season at the Masonic Hall on Saturday evening. The attendance of members and supporters was exceptionally large, in fact, the seating accommodation, even after additional chairs had been borrowed elsewhere, was entirely inadequate to seat the audience during the concert portion of the programme, and during the dancing, though at least half of those present were through-out only interested spectators, the congestion sometimes made dancing difficult. The evident enjoyment and enthusiasm of all present continued throughout the evening. The Society was honoured with the presence of a number of invited guests. These included the Rushine Pipe Band, which had travelled some 80 miles to the gathering, Miss Kate Steven, of Glasgow, and the Society's patron, Mr Hugh Morrison, of Awatoitoi. All of these contributed to the evenings entertainment. There were also present, as invited guests, the members of the Wairarapa College Pipe Band, who were greatly impressed by the performances of the Rushine Band, whose Drum-Major, Mr Alex Shirrock, is an outstanding figure among Drum-Majors in the Dominion. Before the commencement of the gathering, the Rushine Band paraded in Queen Street, where it delighted many hundred of spectators with its smart appearance and exhilarating music. In opening the proceedings the Chief expressed his delight at the large attendance, which he said augured well for a highly successful season. He welcomed all present, and extended a special welcome to the various guests of the evening. He made special reference, amid applause, to the fact that Mrs Bell had made a haggis for the gathering, although she had barely recovered from a very serious illness. The concert programme opened with pipe selections by Pipers Finlayson and Sattrup of the Rushine Band. Songs were contributed by Mrs Traynor "Wheatle, and I'll Come Tae Ye, My Lad," and "My Hairt is Sair for Somebody," Miss Heather Douglas "Herding Song," and "Grannie's Hieland Hame," and Mr W. Mann, the stirring "Border Ballad," and the plaintive "Mary Morrison." Little Heather Douglas, a recent arrival from Dunedin, made a very favourable impression with her sweet young voice, and her charming and modest appearance. Mrs Robert Miller recited "Memories," and "Bairnies, Cuddle Doon," and greatly delighted her hearers. The Society's guest from Glasgow, Miss Kate Steven, gave a short address on the aims and ideals of the Saint Andrew Society of Glasgow, in which she is an executive officer. Miss Steven's accent alone was a sufficient passport to the hearts of her hearers, but her matter also was of particular interest to members of a namesake society. It appeared that the general objects of both societies were very similar, but the huge Scots organisation was, of course, able to operate on a much grander scale, and to extend its activities in directions towards which the little local society had not so far been able to aspire. Miss Steven spoke interestingly on her society's efforts to encourage the study of Scots' history and literature, with particular emphasis on the necessity of accuracy in historical detail, its celebration of national festivals such as St Andrew's Day, Hallowe'en, and Burns's Day, its efforts to promote the correct use of national emblems on flags, coins, stamps and seals, and the correct use of the Scottish national flags, its endeavours to preserve places of historic interest and to encourage Scots institutions, arts, letters and music, and last, but not least, its striving for adequate recognition of Scotland's place in the British Empire. In particular, Miss Steven deprecated the regrettably frequent use of "English" where "British" is meant. Miss Steven quoted the membership of the Glasgow Society as about 300, headed by the Earl of Home, as hon. president, the Lord Provost of Glasgow as hon. vice-president, and the Earl of Cassilis as president. In the course of her remarks, Miss Steven interpolated several humorous stories arising from her own experiences. On conclusion, Miss Steven was very heartily applauded. The patron, Mr Hugh Morrison, also addressed the gathering, and was enthusiastically received. He mentioned that his family was the first Scots family to settle in the Wairarapa—nearly a hundred years ago, and he told some of the hardships they were called upon to encounter. He also delighted his hearers with a number of humorous anecdotes. At the conclusion of the concert programme, dancing followed until midnight. The dancing commenced with a grand march led by Chief's Piper, T. Picket, and Piper Allan MacKenzie-Douglas. From the grand march, the dancers broke off into the Circassian Circle, for which the music was furnished by Piper A. M. Douglas. Foursome and eightsome reels, for which Chief's Piper Pickett supplied the music, and old-time dancing followed. During an interlude in the dancing, the Rushine Band played a selection, comprising slow-march, quick-steps, strathspey and reel, at the conclusion of which it received a well-merited ovation. At supper, the principal item was the (761, 33, 912, 1543)
subhead: WARRANT ISSUED IN AUSTRIA. (24, 356, 138, 366)
paragraph: "It is definitely and officially stated that when the Education Amendment Bill comes before Parliament the promoter of the Bill will seek Parliamentary sanction for the abolition of the right of school committees to grant the use of schools for the observance of religious exercises before the actual and official opening of schools. At the present time such observances are being conducted in over 400 schools of the Dominion, of which 140 are in the Auckland province, with the permission of the various education boards, the consent of the school committees and the approval of the parents. (161, 274, 303, 385)
subhead: AN OPTIMISTIC CRITIC. (635, 847, 735, 857)
subhead: FOUND IN PICTON HARBOUR IN SUIT CASE (921, 81, 1054, 100)
headline-league-council: LEAGUE COUNCIL (18, 915, 144, 931)
dateline: ROME, MAY 8. (406, 585, 454, 594)
paragraph: An unemployment levy book found in a coat pocket when the body was examined by detectives late in the afternoon bore the name of Edwin Armstrong, 30 Hinau Road, Hataitai, Wellington, who, according to information given the police from Wellington, was last seen at 8.30 o'clock on Friday morning, when his wife and two sons, the latter aged nineteen and twenty respectively, left for their work in the city. (916, 224, 1059, 300)
batsman-dismissal: Armstrong, c Fingleton, b O'Reilly (614, 544, 712, 553)
batting-rows (614, 683, 756, 724)
dateline: CANBERRA, MAY 8. (86, 628, 152, 637)
batsman-dismissal: Extras (614, 716, 632, 725)
